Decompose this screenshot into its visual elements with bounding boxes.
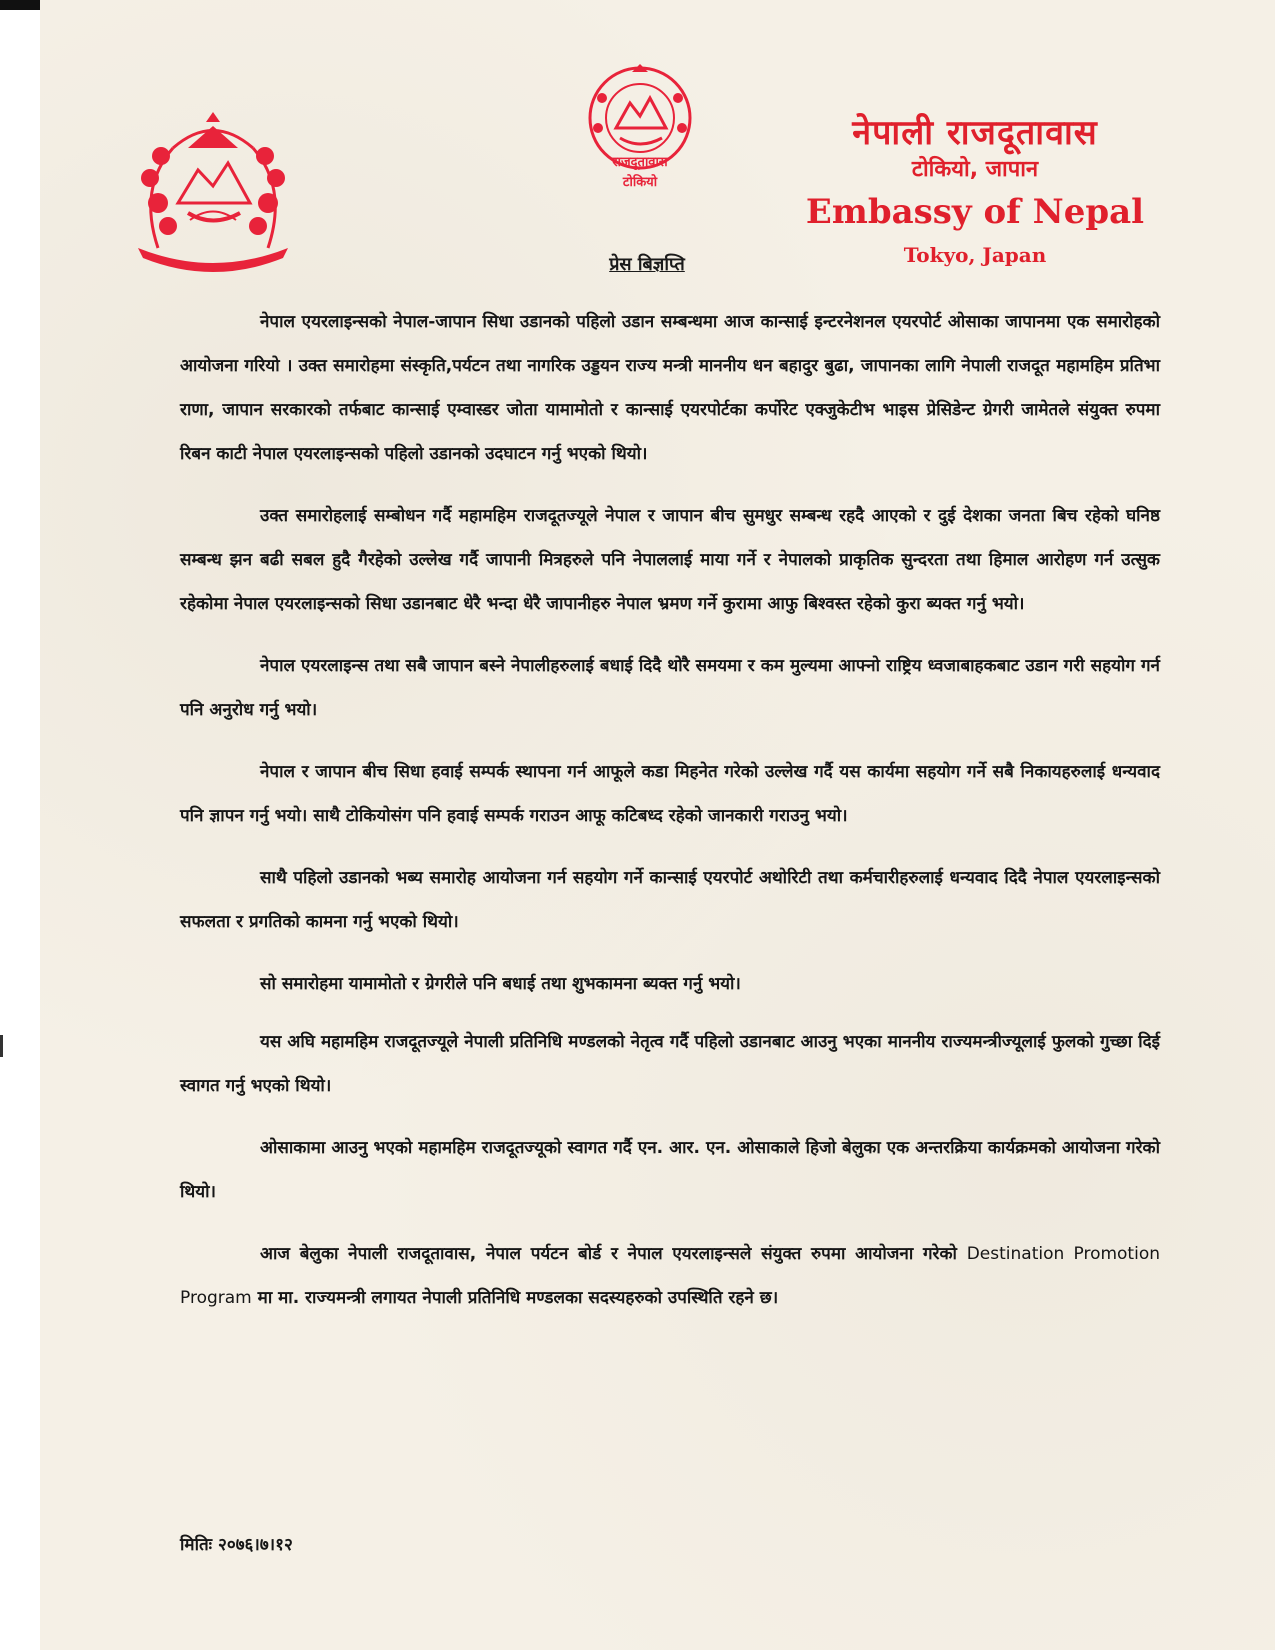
scan-edge-mark — [0, 1035, 3, 1057]
embassy-seal-icon — [580, 58, 700, 198]
embassy-city-nepali: टोकियो, जापान — [911, 157, 1039, 182]
paragraph-last — [180, 1232, 1160, 1320]
svg-text:टोकियो: टोकियो — [622, 175, 658, 190]
letterhead — [775, 112, 1175, 272]
embassy-name-nepali: नेपाली राजदूतावास — [852, 113, 1098, 153]
program-name: Destination Promotion Program — [180, 1244, 1160, 1308]
paragraph: उक्त समारोहलाई सम्बोधन गर्दै महामहिम राजदूतज्यूले नेपाल र जापान बीच सुमधुर सम्बन्ध रहदै आएको र दुई देशका जनता बिच रहेको घनिष्ठ सम्बन्ध झन बढी सबल हुदै गैरहेको उल्लेख गर्दै जापानी मित्रहरुले पनि नेपाललाई माया गर्ने र नेपालको प्राकृतिक सुन्दरता तथा हिमाल आरोहण गर्न उत्सुक रहेकोमा नेपाल एयरलाइन्सको सिधा उडानबाट धेरै भन्दा धेरै जापानीहरु नेपाल भ्रमण गर्ने कुरामा आफु बिश्वस्त रहेको कुरा ब्यक्त गर्नु भयो। — [180, 506, 1160, 614]
paragraph: नेपाल र जापान बीच सिधा हवाई सम्पर्क स्थापना गर्न आफूले कडा मिहनेत गरेको उल्लेख गर्दै यस कार्यमा सहयोग गर्ने सबै निकायहरुलाई धन्यवाद पनि ज्ञापन गर्नु भयो। साथै टोकियोसंग पनि हवाई सम्पर्क गराउन आफू कटिबध्द रहेको जानकारी गराउनु भयो। — [180, 762, 1160, 826]
paragraph-text: आज बेलुका नेपाली राजदूतावास, नेपाल पर्यटन बोर्ड र नेपाल एयरलाइन्सले संयुक्त रुपमा आयोजना गरेको — [260, 1244, 957, 1264]
nepal-coat-of-arms-icon — [128, 108, 298, 273]
paragraph: नेपाल एयरलाइन्सको नेपाल-जापान सिधा उडानको पहिलो उडान सम्बन्धमा आज कान्साई इन्टरनेशनल एयरपोर्ट ओसाका जापानमा एक समारोहको आयोजना गरियो । उक्त समारोहमा संस्कृति,पर्यटन तथा नागरिक उड्डयन राज्य मन्त्री माननीय धन बहादुर बुढा, जापानका लागि नेपाली राजदूत महामहिम प्रतिभा राणा, जापान सरकारको तर्फबाट कान्साई एम्वास्डर जोता यामामोतो र कान्साई एयरपोर्टका कर्पोरेट एक्जुकेटीभ भाइस प्रेसिडेन्ट ग्रेगरी जामेतले संयुक्त रुपमा रिबन काटी नेपाल एयरलाइन्सको पहिलो उडानको उदघाटन गर्नु भएको थियो। — [180, 312, 1160, 464]
embassy-city-english: Tokyo, Japan — [903, 243, 1047, 267]
document-date: मितिः २०७६।७।१२ — [180, 1535, 293, 1555]
document-title: प्रेस बिज्ञप्ति — [609, 254, 685, 275]
paragraph: यस अघि महामहिम राजदूतज्यूले नेपाली प्रतिनिधि मण्डलको नेतृत्व गर्दै पहिलो उडानबाट आउनु भएका माननीय राज्यमन्त्रीज्यूलाई फुलको गुच्छा दिई स्वागत गर्नु भएको थियो। — [180, 1032, 1160, 1096]
paragraph-text: मा मा. राज्यमन्त्री लगायत नेपाली प्रतिनिधि मण्डलका सदस्यहरुको उपस्थिति रहने छ। — [257, 1288, 779, 1308]
press-release-body — [180, 300, 1160, 1338]
paragraph: ओसाकामा आउनु भएको महामहिम राजदूतज्यूको स्वागत गर्दै एन. आर. एन. ओसाकाले हिजो बेलुका एक अन्तरक्रिया कार्यक्रमको आयोजना गरेको थियो। — [180, 1138, 1160, 1202]
paragraph: सो समारोहमा यामामोतो र ग्रेगरीले पनि बधाई तथा शुभकामना ब्यक्त गर्नु भयो। — [260, 974, 741, 994]
embassy-name-english: Embassy of Nepal — [805, 192, 1145, 232]
svg-text:राजदूतावास: राजदूतावास — [612, 155, 668, 170]
paragraph: साथै पहिलो उडानको भब्य समारोह आयोजना गर्न सहयोग गर्ने कान्साई एयरपोर्ट अथोरिटी तथा कर्मचारीहरुलाई धन्यवाद दिदै नेपाल एयरलाइन्सको सफलता र प्रगतिको कामना गर्नु भएको थियो। — [180, 868, 1160, 932]
scan-corner-mark — [0, 0, 42, 10]
paragraph: नेपाल एयरलाइन्स तथा सबै जापान बस्ने नेपालीहरुलाई बधाई दिदै थोरै समयमा र कम मुल्यमा आफ्नो राष्ट्रिय ध्वजाबाहकबाट उडान गरी सहयोग गर्न पनि अनुरोध गर्नु भयो। — [180, 656, 1160, 720]
